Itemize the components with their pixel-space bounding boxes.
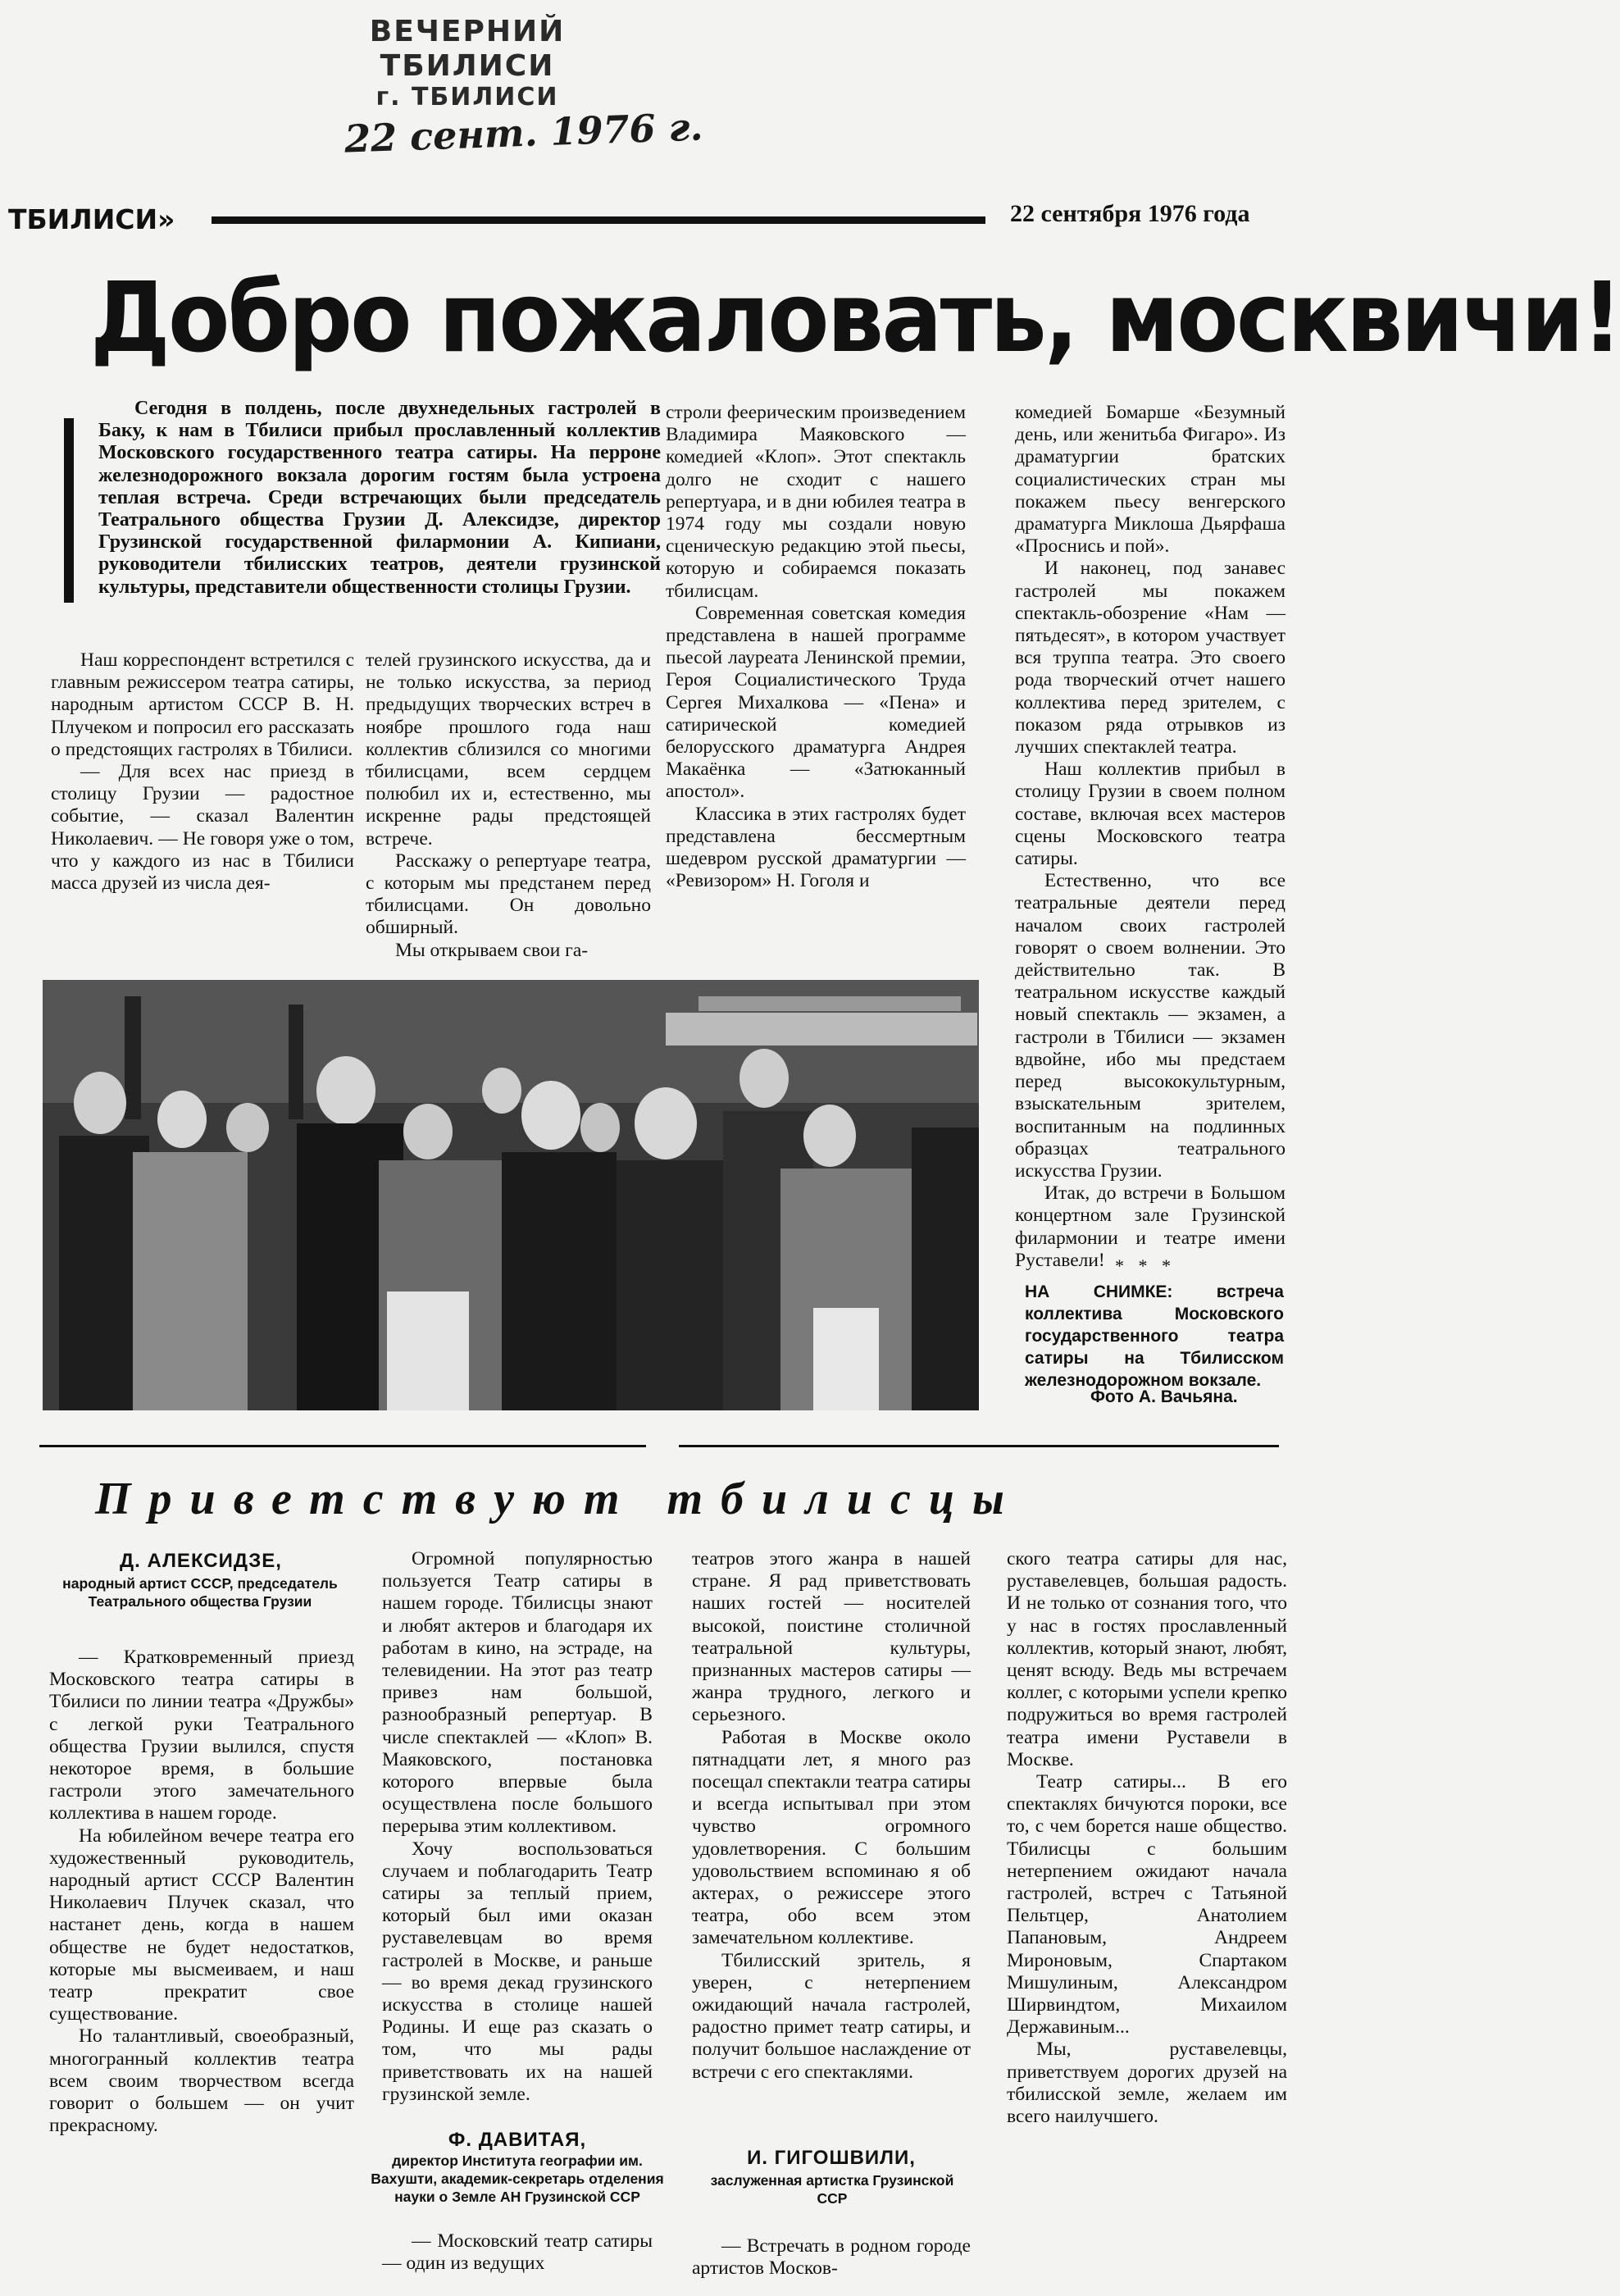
paragraph: Но талантливый, своеобразный, многогранный коллектив театра всем своим творчеством всегда говорит о большем — он учит прекрасному. bbox=[49, 2025, 354, 2137]
paragraph: Огромной популярностью пользуется Театр сатиры в нашем городе. Тбилисцы знают и любят актеров и благодаря их работам в кино, на эстраде, на телевидении. На этот раз театр привез нам большой, разнообразный репертуар. В числе спектаклей — «Клоп» В. Маяковского, постановка которого впервые была осуществлена после большого перерыва этим коллективом. bbox=[382, 1548, 653, 1838]
photo-credit: Фото А. Вачьяна. bbox=[1090, 1387, 1238, 1406]
paragraph: — Встречать в родном городе артистов Москов- bbox=[692, 2235, 971, 2280]
stamp-line-1: ВЕЧЕРНИЙ ТБИЛИСИ bbox=[369, 15, 566, 83]
paragraph: Современная советская комедия представлена в нашей программе пьесой лауреата Ленинской премии, Героя Социалистического Труда Сергея Михалкова — «Пена» и сатирической комедией белорусского драматурга Андрея Макаёнка — «Затюканный апостол». bbox=[666, 602, 966, 803]
paragraph: Работая в Москве около пятнадцати лет, я много раз посещал спектакли театра сатиры и всегда испытывал при этом чувство огромного удовлетворения. С большим удовольствием вспоминаю я об актерах, о режиссере этого театра, обо всем этом замечательном коллективе. bbox=[692, 1726, 971, 1949]
paragraph: Театр сатиры... В его спектаклях бичуются пороки, все то, с чем борется наше общество. Тбилисцы с большим нетерпением ожидают начала гастролей, встреч с Татьяной Пельтцер, Анатолием Папановым, Андреем Мироновым, Спартаком Мишулиным, Александром Ширвиндтом, Михаилом Державиным... bbox=[1007, 1771, 1287, 2039]
article-column-4 bbox=[1015, 402, 1286, 1272]
section2-column-3b bbox=[692, 2235, 971, 2280]
section-divider-right bbox=[679, 1445, 1279, 1447]
archive-stamp bbox=[316, 15, 619, 112]
news-photo bbox=[43, 980, 979, 1410]
paragraph: Наш коллектив прибыл в столицу Грузии в своем полном составе, включая всех мастеров сцены Московского театра сатиры. bbox=[1015, 758, 1286, 870]
headline: Добро пожаловать, москвичи! bbox=[90, 261, 1620, 374]
paragraph: театров этого жанра в нашей стране. Я рад приветствовать наших гостей — носителей высокой, поистине столичной театральной культуры, признанных мастеров сатиры — жанра трудного, легкого и серьезного. bbox=[692, 1548, 971, 1726]
paragraph: — Московский театр сатиры — один из ведущих bbox=[382, 2230, 653, 2275]
section2-column-2b bbox=[382, 2230, 653, 2275]
section2-column-4 bbox=[1007, 1548, 1287, 2128]
paragraph: Мы открываем свои га- bbox=[395, 939, 589, 961]
paragraph: Естественно, что все театральные деятели перед началом своих гастролей говорят о своем волнении. Это действительно так. В театральном искусстве каждый новый спектакль — экзамен, а гастроли в Тбилиси — экзамен вдвойне, ибо мы предстаем перед высококультурным, взыскательным зрителем, воспитанным на подлинных образцах театрального искусства Грузии. bbox=[1015, 870, 1286, 1182]
stamp-line-2: г. ТБИЛИСИ bbox=[375, 83, 559, 112]
paragraph: ского театра сатиры для нас, руставелевцев, большая радость. И не только от сознания того, что у нас в гостях прославленный коллектив, который знают, любят, ценят всюду. Ведь мы встречаем коллег, с которыми успели крепко подружиться во время гастролей театра имени Руставели в Москве. bbox=[1007, 1548, 1287, 1770]
paragraph: На юбилейном вечере театра его художественный руководитель, народный артист СССР Валентин Николаевич Плучек сказал, что настанет день, когда в нашем обществе не будет недостатков, которые мы высмеиваем, и наш театр прекратит свое существование. bbox=[49, 1824, 354, 2025]
paragraph: — Для всех нас приезд в столицу Грузии — радостное событие, — сказал Валентин Николаевич. — Не говоря уже о том, что у каждого из нас в Тбилиси масса друзей из числа дея- bbox=[51, 761, 354, 895]
paragraph: телей грузинского искусства, да и не только искусства, за период предыдущих творческих встреч в ноябре прошлого года наш коллектив сблизился со многими тбилисцами, всем сердцем полюбил их и, естественно, мы искренне рады предстоящей встрече. bbox=[366, 649, 651, 850]
section2-column-3 bbox=[692, 1548, 971, 2084]
paragraph: Расскажу о репертуаре театра, с которым мы предстанем перед тбилисцами. Он довольно обширный. bbox=[366, 850, 651, 939]
paragraph: И наконец, под занавес гастролей мы покажем спектакль-обозрение «Нам — пятьдесят», в котором участвует вся труппа театра. Это своего рода творческий отчет нашего коллектива перед зрителем, с показом ряда отрывков из лучших спектаклей театра. bbox=[1015, 558, 1286, 758]
article-column-1 bbox=[51, 649, 354, 895]
masthead-paper-name: ТБИЛИСИ» bbox=[8, 203, 175, 235]
section2-column-2 bbox=[382, 1548, 653, 2106]
photo-caption: НА СНИМКЕ: встреча коллектива Московского государственного театра сатиры на Тбилисском железнодорожном вокзале. bbox=[1025, 1282, 1284, 1390]
author-role-1: народный артист СССР, председатель Театрального общества Грузии bbox=[62, 1575, 338, 1610]
article-stars: * * * bbox=[1115, 1255, 1176, 1276]
paragraph: Хочу воспользоваться случаем и поблагодарить Театр сатиры за теплый прием, который был ими оказан руставелевцам во время гастролей в Москве, и раньше — во время декад грузинского искусства в столице нашей Родины. И еще раз сказать о том, что мы рады приветствовать их на нашей грузинской земле. bbox=[382, 1838, 653, 2105]
lead-text: Сегодня в полдень, после двухнедельных гастролей в Баку, к нам в Тбилиси прибыл прославленный коллектив Московского государственного театра сатиры. На перроне железнодорожного вокзала дорогим гостям была устроена теплая встреча. Среди встречающих были председатель Театрального общества Грузии Д. Алексидзе, директор Грузинской государственной филармонии А. Кипиани, руководители тбилисских театров, деятели грузинской культуры, представители общественности столицы Грузии. bbox=[98, 398, 661, 598]
paragraph: Итак, до встречи в Большом концертном зале Грузинской филармонии и театре имени Руставели! bbox=[1015, 1182, 1286, 1271]
paragraph: — Кратковременный приезд Московского театра сатиры в Тбилиси по линии театра «Дружбы» с легкой руки Театрального общества Грузии вылился, спустя некоторое время, в большие гастроли этого замечательного коллектива в нашем городе. bbox=[49, 1647, 354, 1824]
photo-graphic bbox=[43, 980, 979, 1410]
section2-column-1 bbox=[49, 1647, 354, 2137]
paragraph: Наш корреспондент встретился с главным режиссером театра сатиры, народным артистом СССР В. Н. Плучеком и попросил его рассказать о предстоящих гастролях в Тбилиси. bbox=[51, 649, 354, 760]
author-role-2: директор Института географии им. Вахушти, академик-секретарь отделения науки о Земле АН Грузинской ССР bbox=[371, 2152, 664, 2205]
lead-paragraph bbox=[98, 398, 661, 599]
masthead-date: 22 сентября 1976 года bbox=[1010, 200, 1250, 227]
author-name-2: Ф. ДАВИТАЯ, bbox=[448, 2129, 587, 2151]
masthead-rule bbox=[212, 216, 985, 224]
paragraph: Классика в этих гастролях будет представлена бессмертным шедевром русской драматургии — «Ревизором» Н. Гоголя и bbox=[666, 803, 966, 892]
paragraph: комедией Бомарше «Безумный день, или женитьба Фигаро». Из драматургии братских социалистических стран мы покажем пьесу венгерского драматурга Миклоша Дьярфаша «Проснись и пой». bbox=[1015, 402, 1286, 558]
paragraph: Тбилисский зритель, я уверен, с нетерпением ожидающий начала гастролей, радостно примет театр сатиры, и получит большое наслаждение от встречи с его спектаклями. bbox=[692, 1949, 971, 2083]
paragraph: строли феерическим произведением Владимира Маяковского — комедией «Клоп». Этот спектакль долго не сходит с нашего репертуара, и в дни юбилея театра в 1974 году мы создали новую сценическую редакцию этой пьесы, которую и собираемся показать тбилисцам. bbox=[666, 402, 966, 602]
section-divider-left bbox=[39, 1445, 646, 1447]
author-role-3: заслуженная артистка Грузинской ССР bbox=[710, 2172, 954, 2207]
lead-bar bbox=[64, 418, 74, 603]
article-column-2 bbox=[366, 649, 651, 962]
section2-headline: Приветствуют тбилисцы bbox=[95, 1474, 1022, 1524]
author-name-3: И. ГИГОШВИЛИ, bbox=[747, 2147, 916, 2169]
author-name-1: Д. АЛЕКСИДЗЕ, bbox=[120, 1550, 282, 1572]
paragraph: Мы, руставелевцы, приветствуем дорогих друзей на тбилисской земле, желаем им всего наилучшего. bbox=[1007, 2039, 1287, 2128]
handwritten-date: 22 сент. 1976 г. bbox=[344, 104, 704, 162]
article-column-3 bbox=[666, 402, 966, 892]
